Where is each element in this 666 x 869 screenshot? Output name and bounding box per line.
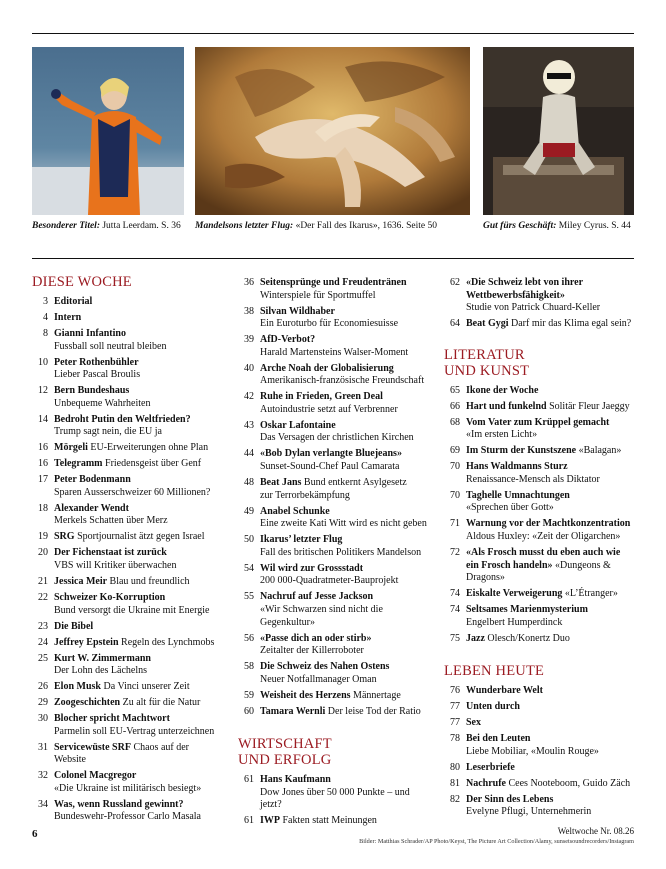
toc-page-number: 43 — [244, 419, 254, 431]
toc-subtitle: Bund versorgt die Ukraine mit Energie — [54, 604, 210, 616]
toc-title: Seltsames Marienmysterium — [466, 604, 588, 616]
toc-entry — [444, 547, 634, 585]
toc-subtitle: Evelyne Pflugi, Unternehmerin — [466, 806, 592, 818]
toc-title: Ikone der Woche — [466, 384, 539, 396]
toc-entry — [238, 563, 433, 588]
toc-page-number: 70 — [450, 461, 460, 473]
toc-inline-subtitle: Chaos auf der Website — [54, 741, 189, 766]
toc-entry — [238, 420, 433, 445]
toc-page-number: 42 — [244, 391, 254, 403]
toc-entry — [32, 414, 222, 439]
toc-entry — [32, 576, 222, 589]
toc-page-number: 78 — [450, 733, 460, 745]
toc-inline-subtitle: «Balagan» — [576, 445, 622, 457]
toc-entry — [32, 357, 222, 382]
toc-entry — [238, 477, 433, 502]
toc-inline-subtitle: Olesch/Konertz Duo — [484, 632, 570, 644]
toc-page-number: 74 — [450, 604, 460, 616]
toc-subtitle: Liebe Mobiliar, «Moulin Rouge» — [466, 745, 599, 757]
toc-title: Arche Noah der Globalisierung — [260, 362, 394, 374]
toc-title: Intern — [54, 311, 82, 323]
toc-inline-subtitle: Solitär Fleur Jaeggy — [546, 400, 630, 412]
toc-page-number: 24 — [38, 636, 48, 648]
toc-subtitle: Dow Jones über 50 000 Punkte – und jetzt? — [260, 786, 410, 811]
toc-subtitle: Neuer Notfallmanager Oman — [260, 673, 377, 685]
toc-title: Bedroht Putin den Weltfrieden? — [54, 413, 191, 425]
toc-inline-subtitle: «L’Étranger» — [562, 588, 618, 600]
toc-title: AfD-Verbot? — [260, 334, 316, 346]
caption-speed-skater — [32, 220, 181, 232]
toc-page-number: 59 — [244, 689, 254, 701]
toc-title: Warnung vor der Machtkonzentration — [466, 518, 631, 530]
toc-page-number: 80 — [450, 761, 460, 773]
toc-title: «Als Frosch musst du eben auch wie ein Frosch handeln» — [466, 547, 621, 571]
toc-title: Taghelle Umnachtungen — [466, 489, 570, 501]
col3-entries-3 — [444, 685, 634, 819]
toc-page-number: 23 — [38, 620, 48, 632]
toc-entry — [444, 762, 634, 775]
toc-entry — [444, 385, 634, 398]
toc-page-number: 12 — [38, 385, 48, 397]
caption-text: «Der Fall des Ikarus», 1636. Seite 50 — [293, 221, 437, 231]
section-heading-diese-woche: DIESE WOCHE — [32, 274, 132, 290]
toc-subtitle: Lieber Pascal Broulis — [54, 369, 141, 381]
toc-title: Bei den Leuten — [466, 733, 531, 745]
toc-title: Nachrufe — [466, 777, 506, 789]
caption-text: Miley Cyrus. S. 44 — [556, 221, 631, 231]
toc-subtitle: Studie von Patrick Chuard-Keller — [466, 302, 601, 314]
toc-page-number: 19 — [38, 531, 48, 543]
page-number: 6 — [32, 828, 38, 840]
toc-inline-subtitle: Bund entkernt Asylgesetz — [301, 477, 407, 489]
toc-subtitle: VBS will Kritiker überwachen — [54, 559, 177, 571]
toc-title: Nachruf auf Jesse Jackson — [260, 591, 374, 603]
toc-page-number: 77 — [450, 717, 460, 729]
caption-text: Jutta Leerdam. S. 36 — [99, 221, 181, 231]
toc-title: Der Sinn des Lebens — [466, 793, 554, 805]
toc-entry — [32, 637, 222, 650]
toc-title: Ikarus’ letzter Flug — [260, 534, 343, 546]
toc-title: Colonel Macgregor — [54, 770, 137, 782]
toc-entry — [444, 277, 634, 315]
toc-subtitle: Amerikanisch-französische Freundschaft — [260, 375, 425, 387]
toc-entry — [238, 633, 433, 658]
toc-title: Schweizer Ko-Korruption — [54, 591, 166, 603]
toc-inline-subtitle: Friedensgeist über Genf — [102, 458, 202, 470]
toc-entry — [32, 503, 222, 528]
toc-title: Kurt W. Zimmermann — [54, 652, 151, 664]
toc-inline-subtitle: Sportjournalist ätzt gegen Israel — [74, 531, 205, 543]
col3-entries — [444, 277, 634, 331]
toc-entry — [444, 318, 634, 331]
toc-subtitle: Der Lohn des Lächelns — [54, 665, 148, 677]
toc-entry — [32, 653, 222, 678]
toc-inline-subtitle: Zu alt für die Natur — [120, 697, 201, 709]
toc-entry — [444, 633, 634, 646]
toc-title: SRG — [54, 531, 75, 543]
toc-title: Beat Jans — [260, 477, 302, 489]
toc-title: Telegramm — [54, 458, 103, 470]
toc-page-number: 61 — [244, 815, 254, 827]
mid-rule — [32, 258, 634, 259]
photo-credits: Bilder: Matthias Schrader/AP Photo/Keyst, The Picture Art Collection/Alamy, sunsetsoundrecorders/Instagram — [359, 838, 634, 845]
toc-inline-subtitle: Blau und freundlich — [107, 575, 190, 587]
toc-title: Die Schweiz des Nahen Ostens — [260, 661, 390, 673]
toc-page-number: 60 — [244, 705, 254, 717]
toc-title: «Die Schweiz lebt von ihrer Wettbewerbsfähigkeit» — [466, 277, 583, 301]
toc-title: Mörgeli — [54, 442, 88, 454]
toc-subtitle: Fall des britischen Politikers Mandelson — [260, 546, 422, 558]
toc-page-number: 49 — [244, 505, 254, 517]
top-rule — [32, 33, 634, 34]
toc-page-number: 44 — [244, 448, 254, 460]
toc-title: Zoogeschichten — [54, 697, 121, 709]
toc-subtitle: Unbequeme Wahrheiten — [54, 397, 151, 409]
toc-title: Sex — [466, 717, 481, 729]
toc-title: Der Fichenstaat ist zurück — [54, 547, 167, 559]
toc-page-number: 17 — [38, 474, 48, 486]
toc-title: Weisheit des Herzens — [260, 689, 351, 701]
toc-inline-subtitle: Der leise Tod der Ratio — [325, 705, 421, 717]
toc-page-number: 16 — [38, 458, 48, 470]
section-heading-wirtschaft: WIRTSCHAFT UND ERFOLG — [238, 736, 332, 769]
speed-skater-image — [32, 47, 184, 215]
toc-page-number: 54 — [244, 562, 254, 574]
toc-subtitle: «Sprechen über Gott» — [466, 502, 554, 514]
toc-title: Vom Vater zum Krüppel gemacht — [466, 416, 610, 428]
toc-page-number: 65 — [450, 384, 460, 396]
toc-page-number: 64 — [450, 318, 460, 330]
toc-entry — [32, 799, 222, 824]
toc-page-number: 31 — [38, 741, 48, 753]
caption-lead: Mandelsons letzter Flug: — [195, 221, 294, 231]
toc-page-number: 56 — [244, 632, 254, 644]
toc-subtitle: «Die Ukraine ist militärisch besiegt» — [54, 782, 202, 794]
miley-cyrus-image — [483, 47, 634, 215]
toc-subtitle: Eine zweite Kati Witt wird es nicht geben — [260, 518, 427, 530]
caption-icarus — [195, 220, 437, 232]
toc-column-2 — [238, 277, 433, 831]
toc-entry — [238, 363, 433, 388]
photo-icarus-painting — [195, 47, 470, 215]
toc-inline-subtitle: «Dungeons & Dragons» — [466, 559, 611, 584]
toc-page-number: 38 — [244, 305, 254, 317]
toc-inline-subtitle: Fakten statt Meinungen — [280, 815, 377, 827]
toc-subtitle: Winterspiele für Sportmuffel — [260, 289, 376, 301]
toc-page-number: 20 — [38, 547, 48, 559]
toc-entry — [444, 588, 634, 601]
toc-title: Jazz — [466, 632, 485, 644]
toc-entry — [444, 461, 634, 486]
toc-subtitle: Engelbert Humperdinck — [466, 616, 563, 628]
toc-inline-subtitle: Da Vinci unserer Zeit — [100, 681, 190, 693]
toc-page-number: 76 — [450, 685, 460, 697]
toc-title: Beat Gygi — [466, 318, 509, 330]
toc-entry — [32, 592, 222, 617]
toc-subtitle: Das Versagen der christlichen Kirchen — [260, 432, 414, 444]
toc-subtitle: Sunset-Sound-Chef Paul Camarata — [260, 461, 400, 473]
toc-subtitle: «Im ersten Licht» — [466, 429, 538, 441]
toc-entry — [32, 547, 222, 572]
toc-entry — [32, 681, 222, 694]
toc-title: «Passe dich an oder stirb» — [260, 632, 372, 644]
toc-entry — [444, 417, 634, 442]
toc-subtitle: 200 000-Quadratmeter-Bauprojekt — [260, 575, 399, 587]
toc-entry — [444, 733, 634, 758]
toc-inline-subtitle: Regeln des Lynchmobs — [118, 636, 215, 648]
toc-page-number: 36 — [244, 277, 254, 288]
toc-title: Anabel Schunke — [260, 505, 330, 517]
toc-title: Servicewüste SRF — [54, 741, 131, 753]
toc-subtitle: Aldous Huxley: «Zeit der Oligarchen» — [466, 531, 621, 543]
toc-page-number: 72 — [450, 547, 460, 559]
caption-lead: Besonderer Titel: — [32, 221, 100, 231]
toc-entry — [444, 401, 634, 414]
toc-entry — [32, 442, 222, 455]
toc-page-number: 32 — [38, 770, 48, 782]
photo-miley-cyrus — [483, 47, 634, 215]
toc-page-number: 77 — [450, 701, 460, 713]
toc-page-number: 22 — [38, 591, 48, 603]
toc-entry — [238, 661, 433, 686]
toc-title: Wunderbare Welt — [466, 685, 543, 697]
toc-entry — [238, 774, 433, 812]
toc-page-number: 66 — [450, 400, 460, 412]
toc-entry — [32, 531, 222, 544]
toc-entry — [32, 770, 222, 795]
toc-entry — [32, 385, 222, 410]
toc-page-number: 40 — [244, 362, 254, 374]
toc-subtitle: Fussball soll neutral bleiben — [54, 340, 167, 352]
toc-entry — [444, 685, 634, 698]
toc-title: Gianni Infantino — [54, 327, 126, 339]
toc-title: Seitensprünge und Freudentränen — [260, 277, 407, 288]
toc-page-number: 58 — [244, 661, 254, 673]
toc-subtitle: Sparen Ausserschweizer 60 Millionen? — [54, 486, 211, 498]
toc-column-1 — [32, 274, 222, 827]
toc-entry — [444, 518, 634, 543]
toc-title: Tamara Wernli — [260, 705, 326, 717]
toc-entry — [238, 448, 433, 473]
toc-subtitle: Renaissance-Mensch als Diktator — [466, 473, 600, 485]
toc-subtitle: Harald Martensteins Walser-Moment — [260, 346, 409, 358]
toc-title: Hart und funkelnd — [466, 400, 547, 412]
toc-title: Hans Waldmanns Sturz — [466, 461, 568, 473]
toc-title: Jeffrey Epstein — [54, 636, 119, 648]
toc-page-number: 48 — [244, 477, 254, 489]
toc-entry — [32, 458, 222, 471]
toc-title: Die Bibel — [54, 620, 94, 632]
toc-subtitle: «Wir Schwarzen sind nicht die Gegenkultur» — [260, 603, 383, 628]
toc-page-number: 62 — [450, 277, 460, 288]
toc-column-3 — [444, 277, 634, 822]
toc-page-number: 25 — [38, 652, 48, 664]
toc-title: Peter Rothenbühler — [54, 356, 139, 368]
toc-page-number: 4 — [43, 311, 48, 323]
toc-page-number: 71 — [450, 518, 460, 530]
toc-title: Alexander Wendt — [54, 502, 129, 514]
toc-entry — [238, 591, 433, 629]
toc-title: «Bob Dylan verlangte Bluejeans» — [260, 448, 402, 460]
caption-miley — [483, 220, 631, 232]
toc-inline-subtitle: Darf mir das Klima egal sein? — [508, 318, 632, 330]
toc-title: Hans Kaufmann — [260, 774, 331, 786]
icarus-painting-image — [195, 47, 470, 215]
toc-title: Bern Bundeshaus — [54, 385, 130, 397]
toc-entry — [444, 717, 634, 730]
toc-page-number: 50 — [244, 534, 254, 546]
toc-page-number: 61 — [244, 774, 254, 786]
toc-subtitle: Trump sagt nein, die EU ja — [54, 426, 162, 438]
toc-title: Blocher spricht Machtwort — [54, 713, 170, 725]
toc-subtitle: Autoindustrie setzt auf Verbrenner — [260, 403, 398, 415]
toc-page-number: 34 — [38, 798, 48, 810]
caption-lead: Gut fürs Geschäft: — [483, 221, 557, 231]
toc-entry — [444, 701, 634, 714]
toc-inline-subtitle: Männertage — [350, 689, 401, 701]
toc-title: Wil wird zur Grossstadt — [260, 562, 364, 574]
toc-page-number: 10 — [38, 356, 48, 368]
toc-entry — [238, 306, 433, 331]
toc-title: Jessica Meir — [54, 575, 108, 587]
toc-title: Leserbriefe — [466, 761, 515, 773]
toc-title: Oskar Lafontaine — [260, 419, 336, 431]
toc-page-number: 8 — [43, 327, 48, 339]
toc-title: Silvan Wildhaber — [260, 305, 335, 317]
toc-title: Im Sturm der Kunstszene — [466, 445, 577, 457]
toc-entry — [444, 490, 634, 515]
toc-entry — [238, 690, 433, 703]
toc-page-number: 74 — [450, 588, 460, 600]
toc-entry — [238, 277, 433, 302]
toc-entry — [32, 474, 222, 499]
toc-page-number: 14 — [38, 413, 48, 425]
toc-entry — [238, 534, 433, 559]
toc-entry — [238, 815, 433, 828]
toc-title: Ruhe in Frieden, Green Deal — [260, 391, 383, 403]
toc-page-number: 29 — [38, 697, 48, 709]
photo-speed-skater — [32, 47, 184, 215]
toc-page-number: 75 — [450, 632, 460, 644]
toc-page-number: 26 — [38, 681, 48, 693]
toc-entry — [444, 604, 634, 629]
toc-entry — [444, 794, 634, 819]
toc-page-number: 55 — [244, 591, 254, 603]
toc-page-number: 68 — [450, 416, 460, 428]
col2-entries-2 — [238, 774, 433, 828]
toc-subtitle: Bundeswehr-Professor Carlo Masala — [54, 811, 201, 823]
toc-entry — [32, 296, 222, 309]
toc-entry — [444, 445, 634, 458]
toc-subtitle: zur Terrorbekämpfung — [260, 489, 350, 501]
col3-entries-2 — [444, 385, 634, 646]
toc-entry — [444, 778, 634, 791]
toc-entry — [32, 621, 222, 634]
toc-entry — [238, 506, 433, 531]
col1-entries — [32, 296, 222, 824]
toc-title: Was, wenn Russland gewinnt? — [54, 798, 184, 810]
toc-entry — [32, 697, 222, 710]
toc-page-number: 39 — [244, 334, 254, 346]
toc-entry — [32, 713, 222, 738]
toc-entry — [32, 312, 222, 325]
toc-page-number: 82 — [450, 793, 460, 805]
toc-entry — [238, 706, 433, 719]
toc-title: Elon Musk — [54, 681, 101, 693]
toc-inline-subtitle: EU-Erweiterungen ohne Plan — [87, 442, 209, 454]
section-heading-leben-heute: LEBEN HEUTE — [444, 663, 545, 680]
toc-entry — [32, 328, 222, 353]
issue-label: Weltwoche Nr. 08.26 — [557, 826, 634, 836]
toc-page-number: 3 — [43, 296, 48, 307]
toc-page-number: 16 — [38, 442, 48, 454]
col2-entries — [238, 277, 433, 718]
toc-page-number: 81 — [450, 777, 460, 789]
toc-page-number: 18 — [38, 502, 48, 514]
toc-entry — [238, 334, 433, 359]
toc-page-number: 70 — [450, 489, 460, 501]
section-heading-literatur: LITERATUR UND KUNST — [444, 346, 530, 379]
toc-entry — [32, 742, 222, 767]
toc-title: Peter Bodenmann — [54, 474, 131, 486]
toc-subtitle: Parmelin soll EU-Vertrag unterzeichnen — [54, 725, 215, 737]
toc-title: IWP — [260, 815, 280, 827]
toc-entry — [238, 391, 433, 416]
toc-subtitle: Zeitalter der Killerroboter — [260, 645, 364, 657]
toc-page-number: 69 — [450, 445, 460, 457]
toc-subtitle: Merkels Schatten über Merz — [54, 515, 168, 527]
toc-page-number: 30 — [38, 713, 48, 725]
toc-subtitle: Ein Euroturbo für Economiesuisse — [260, 318, 399, 330]
toc-inline-subtitle: Cees Nooteboom, Guido Zäch — [506, 777, 631, 789]
toc-title: Unten durch — [466, 701, 520, 713]
toc-page-number: 21 — [38, 575, 48, 587]
toc-title: Eiskalte Verweigerung — [466, 588, 563, 600]
toc-title: Editorial — [54, 296, 93, 307]
